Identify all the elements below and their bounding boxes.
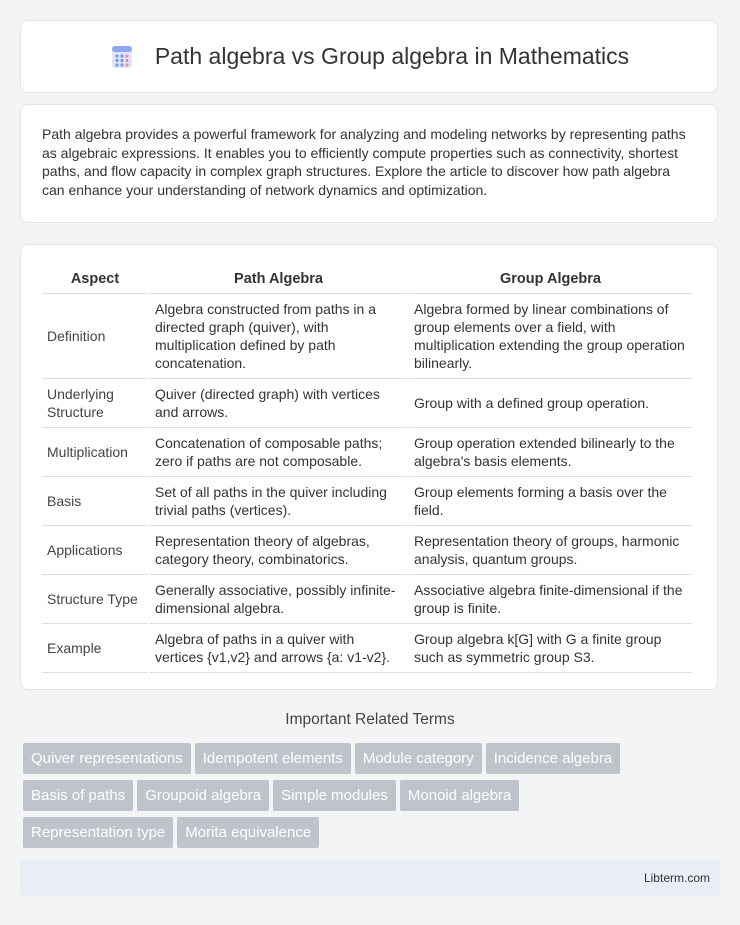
footer <box>20 861 720 895</box>
table-row <box>42 379 692 428</box>
group-algebra-cell: Group elements forming a basis over the field. <box>409 477 692 526</box>
table-header-row <box>42 265 692 294</box>
related-term-tag[interactable]: Groupoid algebra <box>137 780 269 811</box>
related-term-tag[interactable]: Morita equivalence <box>177 817 319 848</box>
related-terms-list <box>23 743 723 854</box>
intro-text: Path algebra provides a powerful framework for analyzing and modeling networks by representing paths as algebraic expressions. It enables you to efficiently compute properties such as connectivity, shortest paths, and flow capacity in complex graph structures. Explore the article to discover how path algebra can enhance your understanding of network dynamics and optimization. <box>42 126 686 198</box>
path-algebra-cell: Algebra constructed from paths in a directed graph (quiver), with multiplication defined by path concatenation. <box>150 294 407 379</box>
comparison-table <box>40 265 694 673</box>
path-algebra-cell: Generally associative, possibly infinite-dimensional algebra. <box>150 575 407 624</box>
table-row <box>42 477 692 526</box>
header-card <box>20 20 718 93</box>
related-term-tag[interactable]: Representation type <box>23 817 173 848</box>
related-term-tag[interactable]: Idempotent elements <box>195 743 351 774</box>
path-algebra-cell: Concatenation of composable paths; zero if paths are not composable. <box>150 428 407 477</box>
aspect-cell: Applications <box>42 526 148 575</box>
related-term-tag[interactable]: Incidence algebra <box>486 743 620 774</box>
column-header: Aspect <box>42 265 148 294</box>
footer-site-link[interactable]: Libterm.com <box>643 871 710 885</box>
column-header: Group Algebra <box>409 265 692 294</box>
path-algebra-cell: Algebra of paths in a quiver with vertices {v1,v2} and arrows {a: v1-v2}. <box>150 624 407 673</box>
aspect-cell: Definition <box>42 294 148 379</box>
table-row <box>42 526 692 575</box>
table-row <box>42 575 692 624</box>
related-term-tag[interactable]: Quiver representations <box>23 743 191 774</box>
aspect-cell: Multiplication <box>42 428 148 477</box>
path-algebra-cell: Quiver (directed graph) with vertices and arrows. <box>150 379 407 428</box>
intro-card <box>20 104 718 223</box>
related-term-tag[interactable]: Simple modules <box>273 780 396 811</box>
aspect-cell: Example <box>42 624 148 673</box>
page-title: Path algebra vs Group algebra in Mathematics <box>154 43 630 69</box>
comparison-card <box>20 244 718 690</box>
related-term-tag[interactable]: Basis of paths <box>23 780 133 811</box>
table-row <box>42 428 692 477</box>
group-algebra-cell: Algebra formed by linear combinations of group elements over a field, with multiplication extending the group operation bilinearly. <box>409 294 692 379</box>
table-row <box>42 624 692 673</box>
aspect-cell: Structure Type <box>42 575 148 624</box>
group-algebra-cell: Group with a defined group operation. <box>409 379 692 428</box>
group-algebra-cell: Group operation extended bilinearly to the algebra's basis elements. <box>409 428 692 477</box>
group-algebra-cell: Associative algebra finite-dimensional if the group is finite. <box>409 575 692 624</box>
related-terms-title: Important Related Terms <box>285 711 455 728</box>
group-algebra-cell: Group algebra k[G] with G a finite group such as symmetric group S3. <box>409 624 692 673</box>
aspect-cell: Underlying Structure <box>42 379 148 428</box>
aspect-cell: Basis <box>42 477 148 526</box>
calculator-icon <box>109 44 135 70</box>
path-algebra-cell: Set of all paths in the quiver including trivial paths (vertices). <box>150 477 407 526</box>
path-algebra-cell: Representation theory of algebras, category theory, combinatorics. <box>150 526 407 575</box>
table-row <box>42 294 692 379</box>
related-term-tag[interactable]: Monoid algebra <box>400 780 519 811</box>
column-header: Path Algebra <box>150 265 407 294</box>
group-algebra-cell: Representation theory of groups, harmonic analysis, quantum groups. <box>409 526 692 575</box>
related-term-tag[interactable]: Module category <box>355 743 482 774</box>
